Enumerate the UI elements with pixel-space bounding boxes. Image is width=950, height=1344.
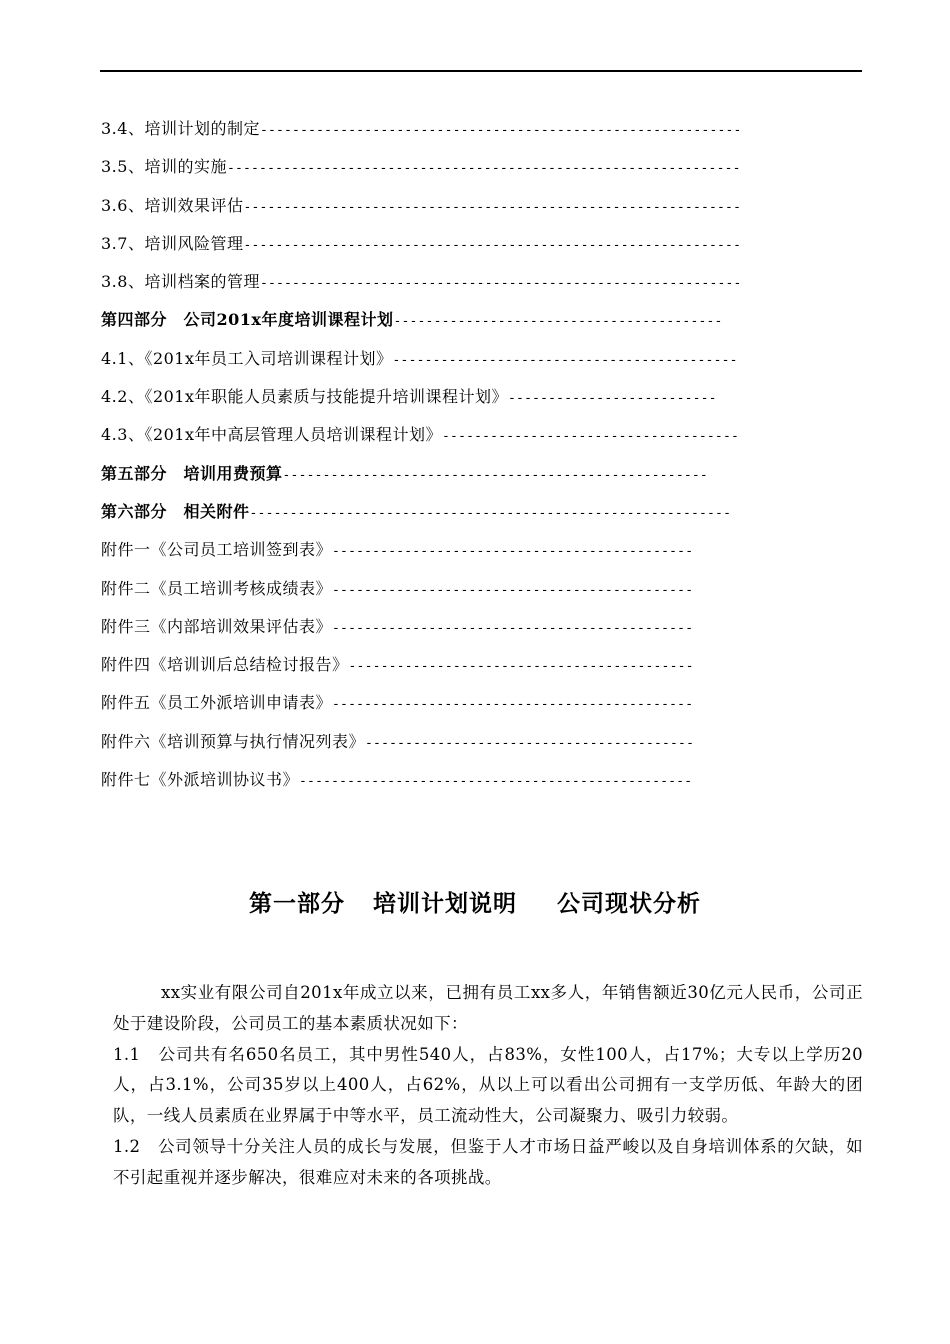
toc-entry-title: 4.1、《201x年员工入司培训课程计划》 (101, 348, 393, 368)
toc-entry[interactable] (101, 608, 841, 646)
toc-entry[interactable] (101, 416, 841, 454)
toc-leader: ------------------------------------- (442, 429, 740, 445)
toc-entry[interactable] (101, 646, 841, 684)
toc-entry-title: 附件一《公司员工培训签到表》 (101, 540, 333, 560)
toc-leader: ------------------------------------------------------------ (249, 505, 732, 521)
toc-leader: ------------------------------------------------- (299, 774, 693, 790)
toc-entry-title: 3.7、培训风险管理 (101, 233, 244, 253)
toc-leader: ---------------------------------------------------------------- (226, 161, 741, 177)
toc-entry[interactable] (101, 531, 841, 569)
toc-entry[interactable] (101, 684, 841, 722)
toc-entry-title: 附件四《培训训后总结检讨报告》 (101, 655, 349, 675)
header-rule (100, 70, 862, 72)
toc-entry[interactable] (101, 148, 841, 186)
toc-leader: --------------------------------------------- (332, 582, 694, 598)
toc-entry-title: 4.3、《201x年中高层管理人员培训课程计划》 (101, 425, 443, 445)
toc-leader: ----------------------------------------- (365, 735, 695, 751)
toc-leader: ----------------------------------------------------- (282, 467, 708, 483)
toc-leader: -------------------------------------------------------------- (243, 199, 742, 215)
toc-entry-title: 3.6、培训效果评估 (101, 195, 244, 215)
toc-leader: -------------------------- (508, 391, 717, 407)
toc-leader: ----------------------------------------- (393, 314, 723, 330)
toc-entry-title: 第四部分 公司201x年度培训课程计划 (101, 310, 394, 330)
toc-part-heading[interactable] (101, 493, 841, 531)
toc-part-heading[interactable] (101, 455, 841, 493)
toc-entry-title: 4.2、《201x年职能人员素质与技能提升培训课程计划》 (101, 387, 509, 407)
toc-leader: ------------------------------------------- (348, 659, 694, 675)
toc-entry[interactable] (101, 263, 841, 301)
toc-entry-title: 附件二《员工培训考核成绩表》 (101, 578, 333, 598)
toc-leader: --------------------------------------------- (332, 697, 694, 713)
toc-leader: --------------------------------------------- (332, 620, 694, 636)
toc-entry-title: 附件六《培训预算与执行情况列表》 (101, 731, 366, 751)
section-subtitle: 公司现状分析 (557, 891, 701, 917)
table-of-contents (101, 110, 841, 799)
toc-leader: ------------------------------------------------------------ (259, 276, 742, 292)
section-heading (0, 885, 950, 918)
paragraph-1-2: 1.2 公司领导十分关注人员的成长与发展，但鉴于人才市场日益严峻以及自身培训体系的欠缺，如不引起重视并逐步解决，很难应对未来的各项挑战。 (113, 1136, 863, 1187)
toc-entry-title: 附件三《内部培训效果评估表》 (101, 616, 333, 636)
toc-entry-title: 第六部分 相关附件 (101, 501, 250, 521)
toc-entry[interactable] (101, 340, 841, 378)
paragraph-1-1: 1.1 公司共有名650名员工，其中男性540人，占83%，女性100人，占17%；大专以上学历20人，占3.1%，公司35岁以上400人，占62%，从以上可以看出公司拥有一支学历低、年龄大的团队，一线人员素质在业界属于中等水平，员工流动性大，公司凝聚力、吸引力较弱。 (113, 1044, 863, 1126)
toc-leader: -------------------------------------------------------------- (243, 237, 742, 253)
toc-entry[interactable] (101, 761, 841, 799)
toc-entry-title: 3.5、培训的实施 (101, 157, 227, 177)
toc-entry-title: 附件五《员工外派培训申请表》 (101, 693, 333, 713)
toc-entry[interactable] (101, 187, 841, 225)
toc-entry-title: 3.8、培训档案的管理 (101, 272, 260, 292)
toc-entry-title: 第五部分 培训用费预算 (101, 463, 283, 483)
intro-paragraph: xx实业有限公司自201x年成立以来，已拥有员工xx多人，年销售额近30亿元人民币，公司正处于建设阶段，公司员工的基本素质状况如下： (113, 983, 863, 1033)
body-text (113, 978, 863, 1194)
toc-leader: ------------------------------------------------------------ (259, 123, 742, 138)
toc-entry[interactable] (101, 110, 841, 148)
toc-entry[interactable] (101, 723, 841, 761)
toc-entry-title: 3.4、培训计划的制定 (101, 119, 260, 138)
toc-entry[interactable] (101, 378, 841, 416)
section-part-label: 第一部分 (249, 891, 345, 917)
toc-leader: --------------------------------------------- (332, 544, 694, 560)
toc-entry[interactable] (101, 225, 841, 263)
toc-part-heading[interactable] (101, 301, 841, 339)
toc-leader: ------------------------------------------- (392, 352, 738, 368)
section-title: 培训计划说明 (373, 891, 517, 917)
toc-entry-title: 附件七《外派培训协议书》 (101, 770, 300, 790)
toc-entry[interactable] (101, 570, 841, 608)
